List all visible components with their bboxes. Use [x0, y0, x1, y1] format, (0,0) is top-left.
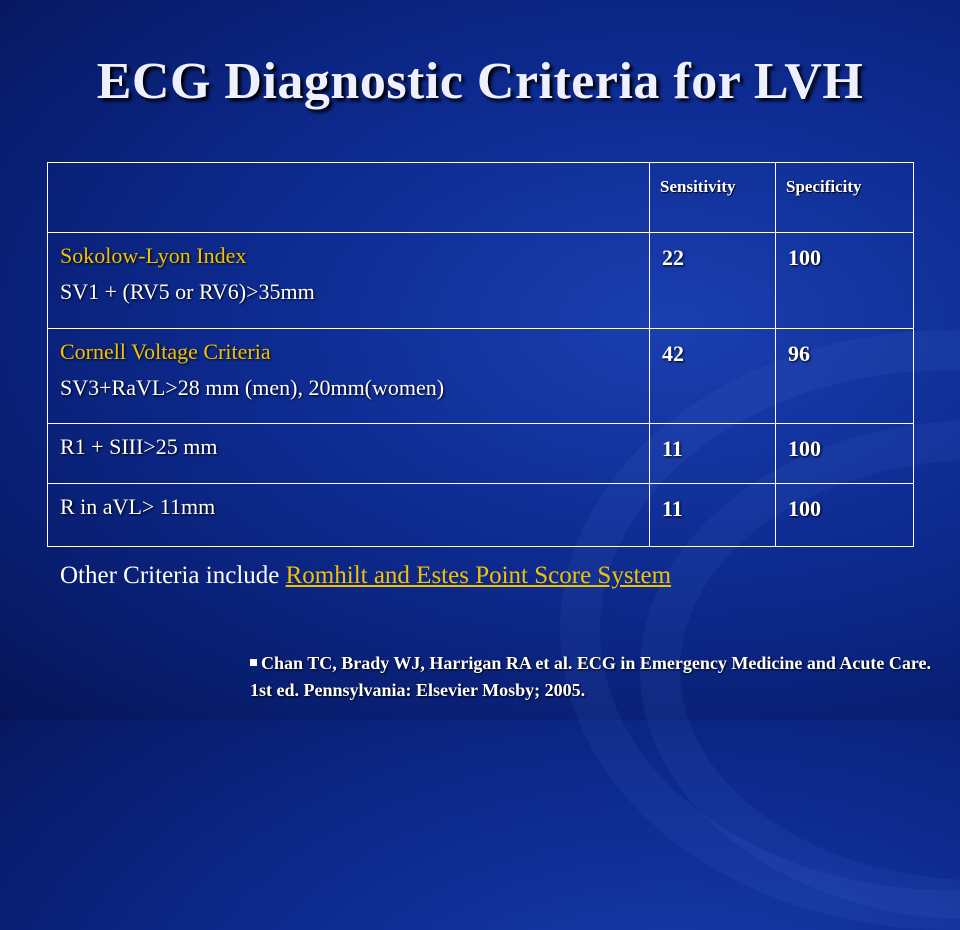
- other-criteria-prefix: Other Criteria include: [60, 562, 286, 589]
- criterion-definition: R1 + SIII>25 mm: [60, 434, 218, 459]
- criterion-cell: [48, 424, 650, 484]
- specificity-value: 100: [776, 484, 914, 547]
- header-specificity: Specificity: [776, 163, 914, 233]
- sensitivity-value: 22: [650, 233, 776, 329]
- criterion-cell: [48, 484, 650, 547]
- header-sensitivity: Sensitivity: [650, 163, 776, 233]
- sensitivity-value: 11: [650, 484, 776, 547]
- criterion-cell: [48, 329, 650, 424]
- citation-text: Chan TC, Brady WJ, Harrigan RA et al. ECG in Emergency Medicine and Acute Care. 1st ed. Pennsylvania: Elsevier Mosby; 2005.: [250, 653, 931, 700]
- romhilt-estes-link[interactable]: Romhilt and Estes Point Score System: [285, 562, 672, 589]
- citation: [250, 650, 955, 704]
- table-header-row: [48, 163, 914, 233]
- criterion-name: Sokolow-Lyon Index: [60, 243, 247, 268]
- specificity-value: 100: [776, 424, 914, 484]
- slide-title: ECG Diagnostic Criteria for LVH: [96, 53, 864, 110]
- sensitivity-value: 42: [650, 329, 776, 424]
- criteria-table: [47, 162, 914, 547]
- criterion-definition: R in aVL> 11mm: [60, 494, 216, 519]
- criterion-definition: SV1 + (RV5 or RV6)>35mm: [60, 279, 315, 304]
- table-row: [48, 424, 914, 484]
- criterion-name: Cornell Voltage Criteria: [60, 339, 271, 364]
- table-row: [48, 233, 914, 329]
- specificity-value: 96: [776, 329, 914, 424]
- bullet-icon: [250, 659, 257, 666]
- criterion-cell: [48, 233, 650, 329]
- other-criteria-line: [60, 562, 671, 590]
- table-row: [48, 484, 914, 547]
- table-row: [48, 329, 914, 424]
- specificity-value: 100: [776, 233, 914, 329]
- criterion-definition: SV3+RaVL>28 mm (men), 20mm(women): [60, 375, 445, 400]
- sensitivity-value: 11: [650, 424, 776, 484]
- header-blank-cell: [48, 163, 650, 233]
